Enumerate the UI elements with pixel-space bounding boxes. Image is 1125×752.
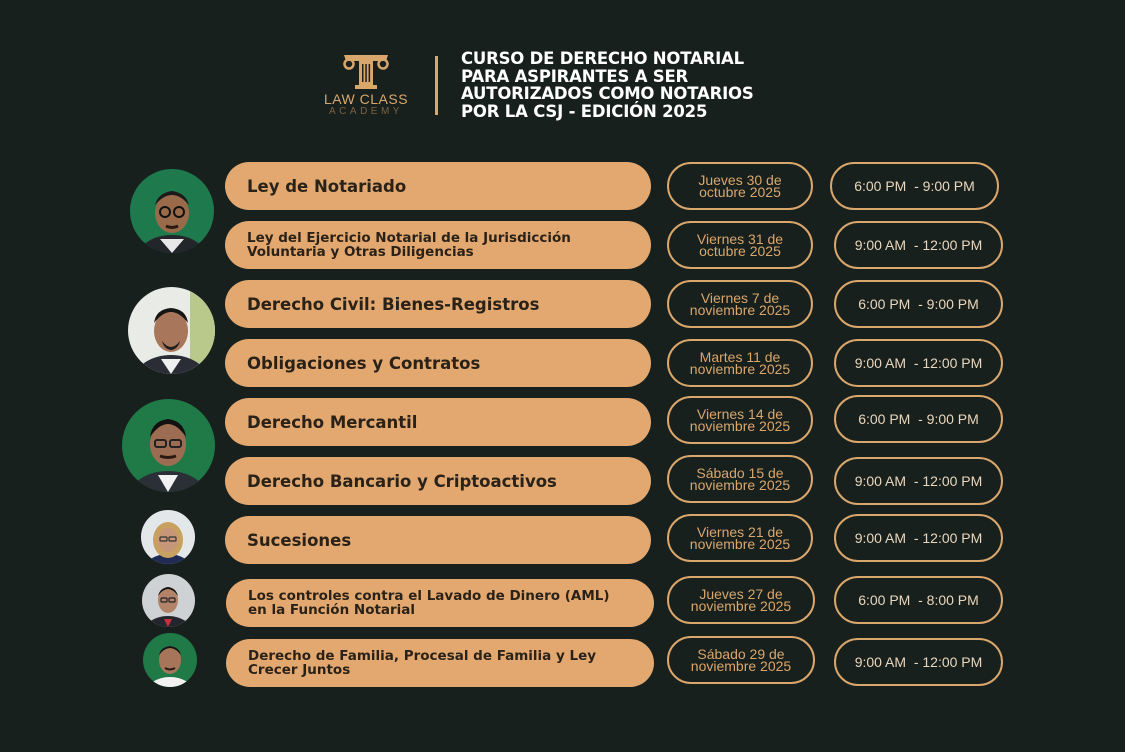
session-subject: Derecho Civil: Bienes-Registros — [247, 294, 540, 314]
session-time-badge — [834, 576, 1003, 624]
session-subject: Derecho Bancario y Criptoactivos — [247, 471, 557, 491]
session-time: 9:00 AM - 12:00 PM — [854, 237, 983, 253]
session-time-badge — [834, 280, 1003, 328]
session-date: Jueves 30 de octubre 2025 — [698, 172, 782, 200]
session-time: 9:00 AM - 12:00 PM — [854, 530, 983, 546]
session-date-badge — [667, 280, 813, 328]
session-date: Sábado 15 de noviembre 2025 — [689, 465, 791, 493]
session-date-badge — [667, 636, 815, 684]
session-subject-pill — [225, 398, 651, 446]
session-date-badge — [667, 221, 813, 269]
course-title-line: POR LA CSJ - EDICIÓN 2025 — [461, 101, 708, 121]
session-time-badge — [834, 339, 1003, 387]
session-subject-pill — [225, 221, 651, 269]
session-time: 9:00 AM - 12:00 PM — [854, 654, 983, 670]
session-time-badge — [834, 395, 1003, 443]
session-time: 6:00 PM - 9:00 PM — [854, 178, 975, 194]
session-subject: Derecho de Familia, Procesal de Familia y Ley Crecer Juntos — [248, 648, 597, 678]
session-date-badge — [667, 396, 813, 444]
session-time-badge — [834, 638, 1003, 686]
course-title-line: AUTORIZADOS COMO NOTARIOS — [461, 84, 754, 103]
brand-logo — [318, 52, 414, 118]
speaker-photo-2 — [128, 287, 215, 374]
session-time-badge — [830, 162, 999, 210]
session-time-badge — [834, 457, 1003, 505]
speaker-photo-1 — [130, 169, 214, 253]
session-time: 9:00 AM - 12:00 PM — [854, 473, 983, 489]
session-subject-pill — [226, 579, 654, 627]
session-date-badge — [667, 339, 813, 387]
session-subject: Derecho Mercantil — [247, 412, 418, 432]
session-date-badge — [667, 576, 815, 624]
session-subject-pill — [226, 639, 654, 687]
session-date: Viernes 14 de noviembre 2025 — [689, 406, 791, 434]
speaker-photo-4 — [141, 510, 195, 564]
session-subject: Ley del Ejercicio Notarial de la Jurisdicción Voluntaria y Otras Diligencias — [247, 230, 571, 260]
session-date: Viernes 7 de noviembre 2025 — [689, 290, 791, 318]
pillar-icon — [340, 52, 392, 90]
session-subject: Sucesiones — [247, 530, 352, 550]
speaker-photo-6 — [143, 633, 197, 687]
session-date: Viernes 31 de octubre 2025 — [696, 231, 784, 259]
session-time: 6:00 PM - 9:00 PM — [858, 411, 979, 427]
session-date: Sábado 29 de noviembre 2025 — [690, 646, 792, 674]
session-date: Martes 11 de noviembre 2025 — [689, 349, 791, 377]
session-subject-pill — [225, 457, 651, 505]
course-title — [461, 50, 801, 120]
header — [0, 0, 1125, 140]
session-date: Jueves 27 de noviembre 2025 — [690, 586, 792, 614]
session-time: 6:00 PM - 9:00 PM — [858, 296, 979, 312]
session-subject-pill — [225, 280, 651, 328]
session-date-badge — [667, 514, 813, 562]
session-subject: Ley de Notariado — [247, 176, 407, 196]
header-divider — [435, 56, 438, 115]
course-title-line: CURSO DE DERECHO NOTARIAL — [461, 49, 744, 68]
session-subject-pill — [225, 516, 651, 564]
brand-subtitle: ACADEMY — [329, 106, 403, 117]
session-subject-pill — [225, 162, 651, 210]
session-subject: Los controles contra el Lavado de Dinero (AML) en la Función Notarial — [248, 588, 610, 618]
session-subject-pill — [225, 339, 651, 387]
session-time: 9:00 AM - 12:00 PM — [854, 355, 983, 371]
session-date-badge — [667, 162, 813, 210]
brand-name: LAW CLASS — [323, 91, 409, 107]
session-time: 6:00 PM - 8:00 PM — [858, 592, 979, 608]
session-time-badge — [834, 221, 1003, 269]
session-date: Viernes 21 de noviembre 2025 — [689, 524, 791, 552]
speaker-photo-5 — [142, 574, 195, 627]
session-time-badge — [834, 514, 1003, 562]
session-date-badge — [667, 455, 813, 503]
course-title-line: PARA ASPIRANTES A SER — [461, 66, 689, 86]
session-subject: Obligaciones y Contratos — [247, 353, 481, 373]
speaker-photo-3 — [122, 399, 215, 492]
